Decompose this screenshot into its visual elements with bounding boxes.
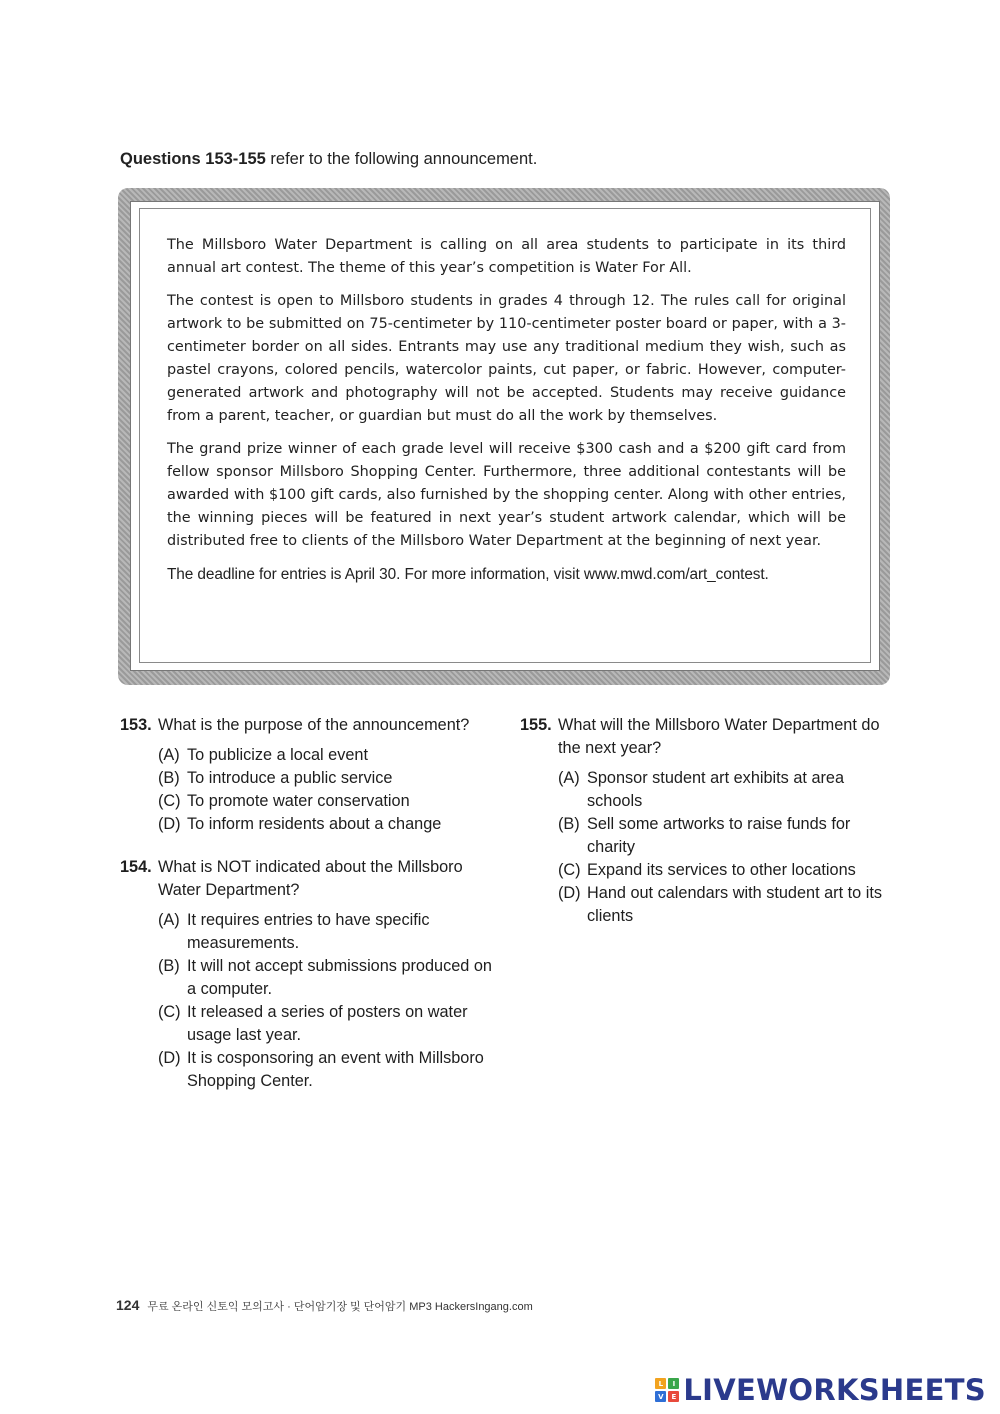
option-text: To inform residents about a change	[187, 815, 442, 833]
logo-cell: E	[668, 1391, 679, 1402]
liveworksheets-logo	[655, 1373, 986, 1407]
announcement-frame	[118, 188, 890, 685]
announcement-paragraph: The grand prize winner of each grade level will receive $300 cash and a $200 gift card from fellow sponsor Millsboro Shopping Center. Furthermore, three additional contestants will be awarded with $100 gift cards, also furnished by the shopping center. Along with other entries, the winning pieces will be featured in next year’s student artwork calendar, which will be distributed free to clients of the Millsboro Water Department at the beginning of next year.	[167, 441, 846, 549]
option-letter: (D)	[558, 884, 581, 902]
answer-option[interactable]	[558, 767, 885, 813]
page-number: 124	[116, 1297, 140, 1313]
option-letter: (A)	[158, 746, 180, 764]
footer-text: 무료 온라인 신토익 모의고사 · 단어암기장 및 단어암기 MP3 HackersIngang.com	[147, 1301, 533, 1313]
option-letter: (B)	[158, 957, 180, 975]
announcement-paragraph: The contest is open to Millsboro students in grades 4 through 12. The rules call for original artwork to be submitted on 75-centimeter by 110-centimeter poster board or paper, with a 3-centimeter border on all sides. Entrants may use any traditional medium they wish, such as pastel crayons, colored pencils, watercolor paints, cut paper, or fabric. However, computer-generated artwork and photography will not be accepted. Students may receive guidance from a parent, teacher, or guardian but must do all the work by themselves.	[167, 293, 846, 424]
option-letter: (B)	[558, 815, 580, 833]
question-number: 154.	[120, 858, 152, 876]
option-text: Sell some artworks to raise funds for charity	[587, 815, 851, 856]
answer-options	[158, 909, 492, 1093]
option-letter: (C)	[158, 1003, 181, 1021]
answer-option[interactable]	[558, 882, 885, 928]
option-letter: (A)	[558, 769, 580, 787]
answer-option[interactable]	[158, 1047, 492, 1093]
page-footer	[116, 1297, 533, 1314]
option-text: It will not accept submissions produced on a computer.	[187, 957, 492, 998]
option-text: Expand its services to other locations	[587, 861, 856, 879]
option-letter: (C)	[158, 792, 181, 810]
questions-heading-rest: refer to the following announcement.	[265, 150, 538, 168]
option-text: It requires entries to have specific measurements.	[187, 911, 430, 952]
question-153	[120, 714, 502, 836]
answer-option[interactable]	[158, 790, 502, 813]
answer-option[interactable]	[158, 909, 492, 955]
answer-option[interactable]	[158, 767, 502, 790]
logo-cell: I	[668, 1378, 679, 1389]
logo-text: LIVEWORKSHEETS	[683, 1373, 986, 1407]
questions-heading	[120, 150, 537, 169]
option-text: It is cosponsoring an event with Millsboro Shopping Center.	[187, 1049, 484, 1090]
answer-option[interactable]	[158, 1001, 492, 1047]
option-letter: (D)	[158, 815, 181, 833]
question-number: 153.	[120, 716, 152, 734]
answer-option[interactable]	[158, 955, 492, 1001]
question-155	[520, 714, 885, 928]
logo-grid-icon	[655, 1378, 679, 1402]
logo-cell: L	[655, 1378, 666, 1389]
answer-options	[558, 767, 885, 928]
option-text: Hand out calendars with student art to its clients	[587, 884, 883, 925]
answer-option[interactable]	[158, 813, 502, 836]
option-text: It released a series of posters on water usage last year.	[187, 1003, 468, 1044]
announcement-body	[139, 208, 871, 663]
question-stem: What is NOT indicated about the Millsboro Water Department?	[158, 858, 463, 899]
question-number: 155.	[520, 716, 552, 734]
answer-option[interactable]	[558, 859, 885, 882]
answer-options	[158, 744, 502, 836]
logo-cell: V	[655, 1391, 666, 1402]
announcement-paragraph: The Millsboro Water Department is calling on all area students to participate in its third annual art contest. The theme of this year’s competition is Water For All.	[167, 237, 846, 276]
question-154	[120, 856, 492, 1093]
answer-option[interactable]	[158, 744, 502, 767]
answer-option[interactable]	[558, 813, 885, 859]
option-text: To introduce a public service	[187, 769, 393, 787]
option-text: To promote water conservation	[187, 792, 410, 810]
question-stem: What will the Millsboro Water Department do the next year?	[558, 716, 880, 757]
question-stem: What is the purpose of the announcement?	[158, 716, 470, 734]
option-letter: (A)	[158, 911, 180, 929]
option-text: Sponsor student art exhibits at area schools	[587, 769, 845, 810]
questions-range: Questions 153-155	[120, 150, 266, 168]
option-letter: (B)	[158, 769, 180, 787]
option-text: To publicize a local event	[187, 746, 369, 764]
option-letter: (D)	[158, 1049, 181, 1067]
option-letter: (C)	[558, 861, 581, 879]
announcement-deadline: The deadline for entries is April 30. For more information, visit www.mwd.com/art_contest.	[167, 566, 769, 583]
